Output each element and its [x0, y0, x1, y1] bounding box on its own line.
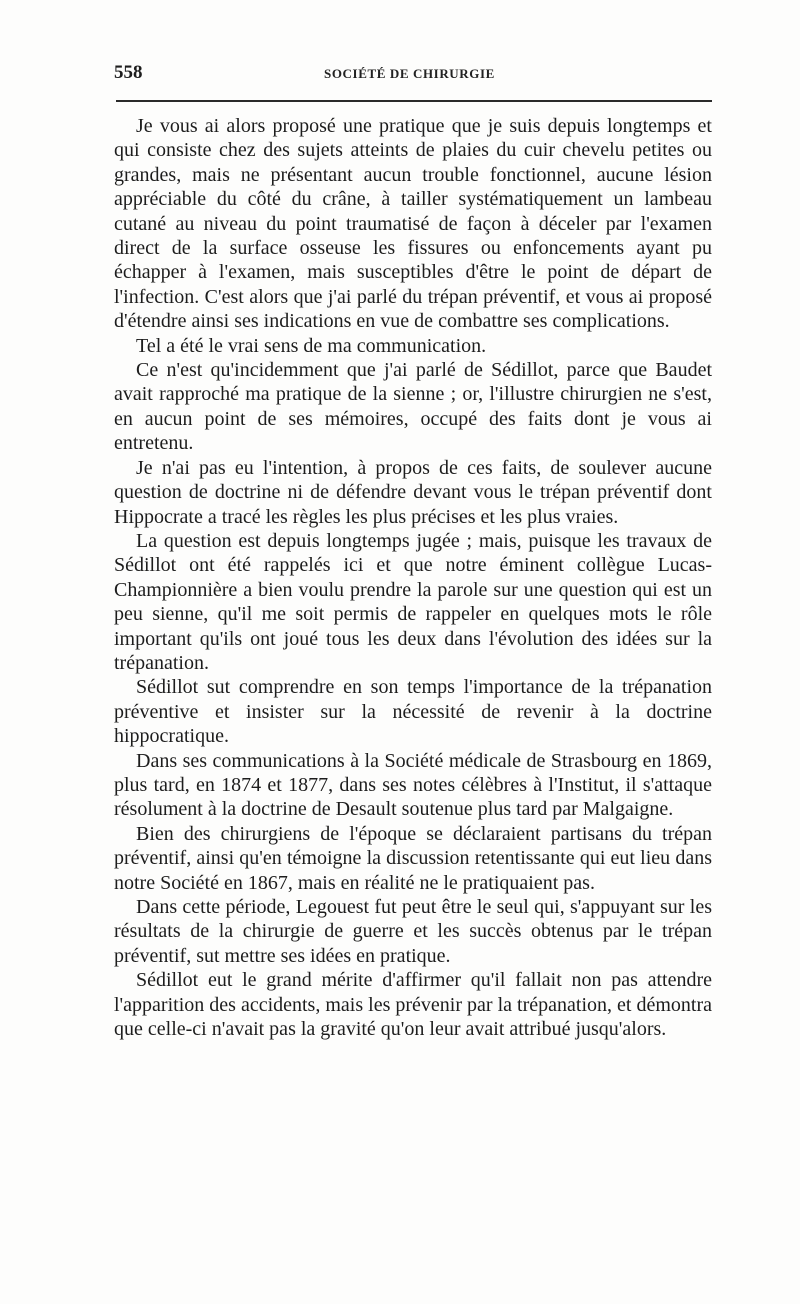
- paragraph: Dans cette période, Legouest fut peut être le seul qui, s'appuyant sur les résultats de la chirurgie de guerre et les succès obtenus par le trépan préventif, sut mettre ses idées en pratique.: [114, 896, 712, 967]
- paragraph: Ce n'est qu'incidemment que j'ai parlé de Sédillot, parce que Baudet avait rapproché ma pratique de la sienne ; or, l'illustre chirurgien ne s'est, en aucun point de ses mémoires, occupé des faits dont je vous ai entretenu.: [114, 359, 712, 455]
- paragraph: Sédillot sut comprendre en son temps l'importance de la trépanation préventive et insister sur la nécessité de revenir à la doctrine hippocratique.: [114, 676, 712, 748]
- body-text: [114, 114, 712, 1041]
- running-head: SOCIÉTÉ DE CHIRURGIE: [324, 66, 495, 81]
- page-number: 558: [114, 62, 143, 83]
- paragraph: Tel a été le vrai sens de ma communication.: [136, 334, 487, 357]
- header-rule: [116, 100, 712, 102]
- paragraph: Je vous ai alors proposé une pratique que je suis depuis longtemps et qui consiste chez des sujets atteints de plaies du cuir chevelu petites ou grandes, mais ne présentant aucun trouble fonctionnel, aucune lésion appréciable du côté du crâne, à tailler systématiquement un lambeau cutané au niveau du point traumatisé de façon à déceler par l'examen direct de la surface osseuse les fissures ou enfoncements ayant pu échapper à l'examen, mais susceptibles d'être le point de départ de l'infection. C'est alors que j'ai parlé du trépan préventif, et vous ai proposé d'étendre ainsi ses indications en vue de combattre ses complications.: [114, 115, 712, 333]
- paragraph: Bien des chirurgiens de l'époque se déclaraient partisans du trépan préventif, ainsi qu'en témoigne la discussion retentissante qui eut lieu dans notre Société en 1867, mais en réalité ne le pratiquaient pas.: [114, 822, 712, 894]
- paragraph: Je n'ai pas eu l'intention, à propos de ces faits, de soulever aucune question de doctrine ni de défendre devant vous le trépan préventif dont Hippocrate a tracé les règles les plus précises et les plus vraies.: [114, 456, 712, 528]
- paragraph: La question est depuis longtemps jugée ; mais, puisque les travaux de Sédillot ont été rappelés ici et que notre éminent collègue Lucas-Championnière a bien voulu prendre la parole sur une question qui est un peu sienne, qu'il me soit permis de rappeler en quelques mots le rôle important qu'ils ont joué tous les deux dans l'évolution des idées sur la trépanation.: [114, 529, 712, 674]
- paragraph: Sédillot eut le grand mérite d'affirmer qu'il fallait non pas attendre l'apparition des accidents, mais les prévenir par la trépanation, et démontra que celle-ci n'avait pas la gravité qu'on leur avait attribué jusqu'alors.: [114, 969, 712, 1041]
- paragraph: Dans ses communications à la Société médicale de Strasbourg en 1869, plus tard, en 1874 et 1877, dans ses notes célèbres à l'Institut, il s'attaque résolument à la doctrine de Desault soutenue plus tard par Malgaigne.: [114, 749, 712, 821]
- page-header: [114, 60, 712, 90]
